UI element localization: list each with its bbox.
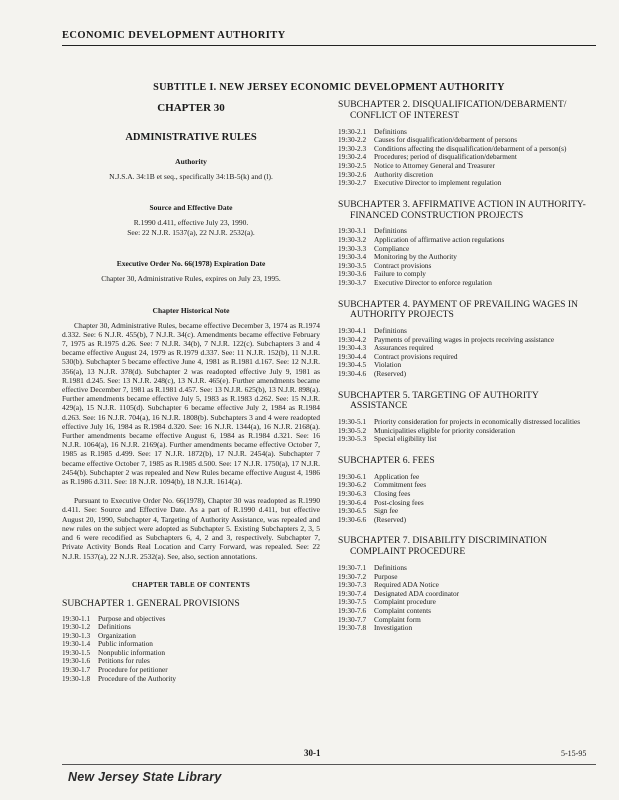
- chapter-number: CHAPTER 30: [157, 102, 225, 114]
- page-number: 30-1: [304, 748, 321, 758]
- toc-heading: CHAPTER TABLE OF CONTENTS: [131, 580, 251, 589]
- subchapter-3-list: [338, 227, 596, 287]
- right-column: [338, 100, 596, 633]
- subchapter-5-title: SUBCHAPTER 5. TARGETING OF AUTHORITY ASSISTANCE: [338, 389, 539, 412]
- subchapter-6-title: SUBCHAPTER 6. FEES: [338, 455, 435, 467]
- chapter-name: ADMINISTRATIVE RULES: [125, 132, 257, 143]
- section-title: Required ADA Notice: [374, 580, 439, 590]
- section-number: 19:30-2.2: [338, 135, 367, 145]
- subchapter-7-title: SUBCHAPTER 7. DISABILITY DISCRIMINATION COMPLAINT PROCEDURE: [338, 535, 548, 558]
- subchapter-2-list: [338, 128, 596, 188]
- toc-entry: [62, 675, 320, 684]
- section-number: 19:30-2.6: [338, 169, 367, 179]
- section-number: 19:30-5.1: [338, 417, 367, 427]
- section-title: Assurances required: [374, 343, 434, 353]
- section-title: Procedure of the Authority: [98, 673, 177, 683]
- authority-text: N.J.S.A. 34:1B et seq., specifically 34:1B-5(k) and (l).: [109, 172, 273, 181]
- section-title: Definitions: [374, 226, 407, 236]
- toc-entry: [338, 435, 596, 444]
- section-title: (Reserved): [374, 514, 407, 524]
- section-number: 19:30-6.3: [338, 489, 367, 499]
- section-number: 19:30-3.6: [338, 269, 367, 279]
- header-rule: [62, 45, 596, 46]
- section-title: Purpose and objectives: [98, 613, 166, 623]
- section-number: 19:30-6.5: [338, 506, 367, 516]
- subchapter-3-title: SUBCHAPTER 3. AFFIRMATIVE ACTION IN AUTHORITY-FINANCED CONSTRUCTION PROJECTS: [338, 198, 586, 221]
- source-line-2: See: 22 N.J.R. 1537(a), 22 N.J.R. 2532(a).: [127, 227, 255, 237]
- running-header: ECONOMIC DEVELOPMENT AUTHORITY: [62, 30, 286, 41]
- subtitle-heading: SUBTITLE I. NEW JERSEY ECONOMIC DEVELOPMENT AUTHORITY: [153, 82, 505, 93]
- section-title: Procedures; period of disqualification/debarment: [374, 152, 517, 162]
- section-title: Contract provisions required: [374, 351, 458, 361]
- section-number: 19:30-7.4: [338, 588, 367, 598]
- authority-heading: Authority: [175, 157, 207, 166]
- section-title: Compliance: [374, 243, 410, 253]
- section-title: Definitions: [374, 562, 407, 572]
- section-title: Payments of prevailing wages in projects receiving assistance: [374, 334, 555, 344]
- section-title: Definitions: [374, 126, 407, 136]
- section-number: 19:30-5.3: [338, 434, 367, 444]
- section-title: Commitment fees: [374, 480, 427, 490]
- section-number: 19:30-1.6: [62, 656, 91, 666]
- section-title: Special eligibility list: [374, 434, 437, 444]
- section-title: Priority consideration for projects in economically distressed localities: [374, 417, 581, 427]
- historical-note-heading: Chapter Historical Note: [152, 305, 230, 315]
- section-title: Executive Director to implement regulation: [374, 178, 502, 188]
- subchapter-4-list: [338, 327, 596, 379]
- section-number: 19:30-1.1: [62, 613, 91, 623]
- section-title: Executive Director to enforce regulation: [374, 277, 492, 287]
- toc-entry: [338, 179, 596, 188]
- section-title: Conditions affecting the disqualification/debarment of a person(s): [374, 143, 567, 153]
- section-number: 19:30-4.1: [338, 326, 367, 336]
- section-number: 19:30-6.4: [338, 497, 367, 507]
- subchapter-4-title: SUBCHAPTER 4. PAYMENT OF PREVAILING WAGES IN AUTHORITY PROJECTS: [338, 298, 578, 321]
- section-number: 19:30-5.2: [338, 425, 367, 435]
- section-title: Application of affirmative action regulations: [374, 234, 505, 244]
- section-number: 19:30-3.1: [338, 226, 367, 236]
- section-number: 19:30-2.4: [338, 152, 367, 162]
- section-title: Closing fees: [374, 489, 411, 499]
- section-title: Failure to comply: [374, 269, 426, 279]
- source-line-1: R.1990 d.411, effective July 23, 1990.: [133, 218, 249, 228]
- section-number: 19:30-2.5: [338, 160, 367, 170]
- section-number: 19:30-1.7: [62, 665, 91, 675]
- section-title: Purpose: [374, 571, 398, 581]
- section-title: Designated ADA coordinator: [374, 588, 460, 598]
- section-number: 19:30-1.2: [62, 622, 91, 632]
- section-title: Application fee: [374, 471, 420, 481]
- section-title: Causes for disqualification/debarment of persons: [374, 135, 518, 145]
- toc-entry: [338, 516, 596, 525]
- section-title: Complaint procedure: [374, 597, 436, 607]
- section-number: 19:30-6.2: [338, 480, 367, 490]
- subchapter-1-title: SUBCHAPTER 1. GENERAL PROVISIONS: [62, 597, 240, 609]
- toc-entry: [338, 370, 596, 379]
- section-number: 19:30-1.3: [62, 630, 91, 640]
- section-number: 19:30-4.2: [338, 334, 367, 344]
- section-title: Definitions: [374, 326, 407, 336]
- section-number: 19:30-1.5: [62, 647, 91, 657]
- section-number: 19:30-2.7: [338, 178, 367, 188]
- revision-date: 5-15-95: [561, 749, 587, 758]
- section-number: 19:30-6.6: [338, 514, 367, 524]
- section-number: 19:30-4.3: [338, 343, 367, 353]
- section-title: Municipalities eligible for priority consideration: [374, 425, 516, 435]
- section-title: Definitions: [98, 622, 131, 632]
- section-title: Authority discretion: [374, 169, 433, 179]
- section-title: Investigation: [374, 623, 413, 633]
- section-title: Petitions for rules: [98, 656, 150, 666]
- subchapter-2-title: SUBCHAPTER 2. DISQUALIFICATION/DEBARMENT/ CONFLICT OF INTEREST: [338, 99, 567, 121]
- source-heading: Source and Effective Date: [149, 203, 233, 213]
- section-title: Complaint contents: [374, 605, 431, 615]
- historical-note-paragraph-1: Chapter 30, Administrative Rules, became effective December 3, 1974 as R.1974 d.332. See: 6 N.J.R. 455(b), 7 N.J.R. 34(c). Amendments became effective February 7, 1975 as R.1975 d.26. See: 7 N.J.R. 34(b), 7 N.J.R. 122(c). Subchapters 3 and 4 became effective August 24, 1979 as R.1979 d.337. See: 11 N.J.R. 152(b), 11 N.J.R. 530(b). Subchapter 5 became effective June 4, 1981 as R.1981 d.167. See: 12 N.J.R. 356(a), 13 N.J.R. 378(d). Subchapter 2 was readopted effective July 9, 1981 as R.1981 d.245. See: 13 N.J.R. 248(c), 13 N.J.R. 465(e). Further amendments became effective December 7, 1981 as R.1981 d.457. See: 13 N.J.R. 625(b), 13 N.J.R. 898(a). Further amendments became effective July 5, 1983 as R.1983 d.262. See: 15 N.J.R. 429(a), 15 N.J.R. 1105(d). Subchapter 6 became effective July 2, 1984 as R.1984 d.263. See: 16 N.J.R. 704(a), 16 N.J.R. 1808(b). Subchapters 3 and 4 were readopted effective July 16, 1984 as R.1984 d.320. See: 16 N.J.R. 1344(a), 16 N.J.R. 2168(a). Further amendments became effective August 6, 1984 as R.1984 d.321. See: 16 N.J.R. 1064(a), 16 N.J.R. 2169(a). Further amendments became effective October 7, 1985 as R.1985 d.499. See: 17 N.J.R. 1872(b), 17 N.J.R. 2454(a). Subchapter 7 became effective October 7, 1985 as R.1985 d.500. See: 17 N.J.R. 1750(a), 17 N.J.R. 2454(b). Subchapter 2 was repealed and New Rules became effective August 4, 1986 as R.1986 d.311. See: 18 N.J.R. 1094(b), 18 N.J.R. 1614(a).: [62, 320, 320, 487]
- section-title: Post-closing fees: [374, 497, 424, 507]
- section-number: 19:30-7.3: [338, 580, 367, 590]
- section-number: 19:30-1.4: [62, 639, 91, 649]
- section-title: Nonpublic information: [98, 647, 166, 657]
- exec-order-heading: Executive Order No. 66(1978) Expiration Date: [116, 259, 266, 269]
- toc-entry: [338, 279, 596, 288]
- section-number: 19:30-7.5: [338, 597, 367, 607]
- section-title: Violation: [374, 360, 402, 370]
- section-title: Organization: [98, 630, 136, 640]
- exec-order-text: Chapter 30, Administrative Rules, expires on July 23, 1995.: [101, 274, 281, 284]
- section-title: Contract provisions: [374, 260, 432, 270]
- section-number: 19:30-6.1: [338, 471, 367, 481]
- section-title: Monitoring by the Authority: [374, 252, 457, 262]
- section-number: 19:30-3.5: [338, 260, 367, 270]
- section-number: 19:30-3.7: [338, 277, 367, 287]
- section-number: 19:30-2.3: [338, 143, 367, 153]
- section-title: Sign fee: [374, 506, 399, 516]
- section-number: 19:30-7.8: [338, 623, 367, 633]
- section-number: 19:30-7.1: [338, 562, 367, 572]
- section-title: Procedure for petitioner: [98, 665, 168, 675]
- library-stamp: New Jersey State Library: [68, 770, 222, 784]
- section-number: 19:30-4.5: [338, 360, 367, 370]
- toc-entry: [338, 624, 596, 633]
- section-number: 19:30-2.1: [338, 126, 367, 136]
- section-number: 19:30-3.4: [338, 252, 367, 262]
- historical-note-paragraph-2: Pursuant to Executive Order No. 66(1978), Chapter 30 was readopted as R.1990 d.411. See: Source and Effective Date. As a part of R.1990 d.411, but effective August 20, 1990, Subchapter 4, Targeting of Authority Assistance, was repealed and new rules on the subject were adopted as Subchapter 5. Existing Subchapters 2, 3, 5 and 6 were recodified as Subchapters 6, 4, 2 and 3, respectively. Subchapter 7, Private Activity Bonds Real Location and Carry Forward, was repealed. See: 22 N.J.R. 1537(a), 22 N.J.R. 2532(a). See, also, section annotations.: [62, 496, 320, 561]
- section-number: 19:30-7.7: [338, 614, 367, 624]
- section-number: 19:30-7.2: [338, 571, 367, 581]
- section-title: Public information: [98, 639, 153, 649]
- section-title: Notice to Attorney General and Treasurer: [374, 160, 495, 170]
- left-column: [62, 100, 320, 683]
- section-number: 19:30-4.4: [338, 351, 367, 361]
- footer-rule: [62, 764, 596, 765]
- section-number: 19:30-7.6: [338, 605, 367, 615]
- subchapter-7-list: [338, 564, 596, 633]
- section-number: 19:30-4.6: [338, 369, 367, 379]
- section-number: 19:30-1.8: [62, 673, 91, 683]
- subchapter-5-list: [338, 418, 596, 444]
- section-title: (Reserved): [374, 369, 407, 379]
- section-title: Complaint form: [374, 614, 421, 624]
- section-number: 19:30-3.2: [338, 234, 367, 244]
- subchapter-1-list: [62, 615, 320, 684]
- subchapter-6-list: [338, 473, 596, 525]
- section-number: 19:30-3.3: [338, 243, 367, 253]
